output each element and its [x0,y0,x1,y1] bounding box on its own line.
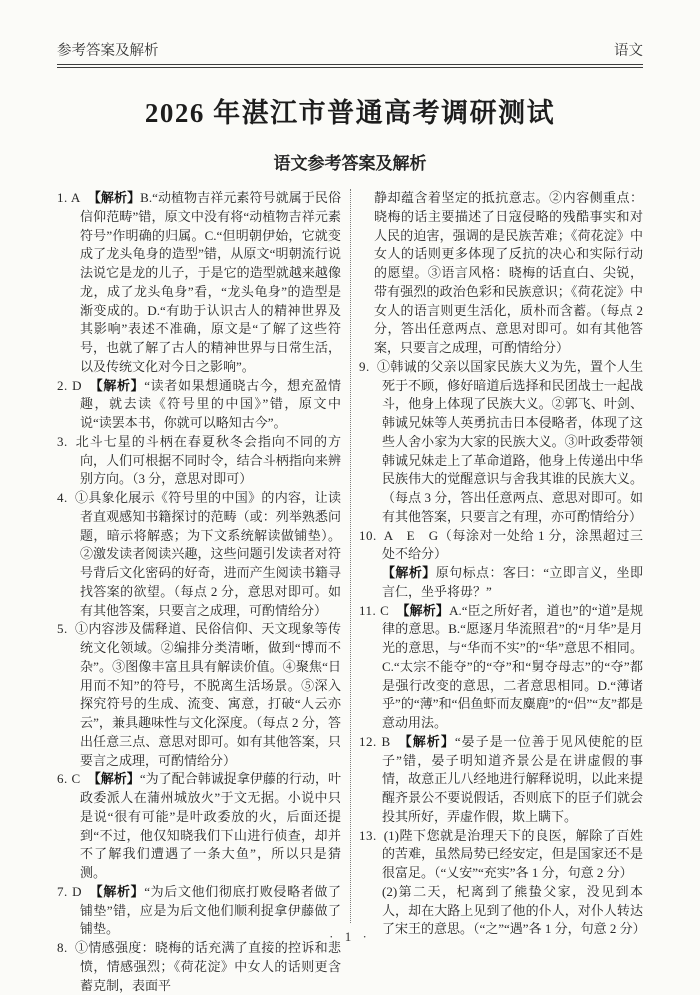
answer-item [57,189,341,377]
column-divider [350,189,351,923]
answer-paragraph: 10. A E G（每涂对一处给 1 分，涂黑超过三处不给分） [359,527,643,562]
answer-item [359,827,646,940]
analysis-label: 【解析】 [396,602,450,618]
answer-item [57,883,341,939]
analysis-label: 【解析】 [89,377,145,393]
question-number: 11. C [359,602,397,618]
question-number: 8. [57,940,75,955]
question-number: 3. [57,433,75,449]
analysis-label: 【解析】 [89,883,145,899]
analysis-label: 【解析】 [382,565,436,580]
answer-paragraph: 3. 北斗七星的斗柄在春夏秋冬会指向不同的方向，人们可根据不同时令，结合斗柄指向来辨别方向。（3 分，意思对即可） [57,433,341,487]
answer-item-continuation [359,189,643,358]
answer-item [57,433,341,489]
page-header [57,40,643,60]
answer-item [57,770,341,883]
question-number: 6. C [57,771,88,787]
answer-paragraph: 6. C 【解析】“为了配合韩诚捉拿伊藤的行动，叶政委派人在蒲州城放火”于文无据。小说中只是说“很有可能”是叶政委放的火，后面还提到“不过，他仅知晓我们下山进行侦查，却并不了解我们遭遇了一条大鱼”，所以只是猜测。 [57,771,341,880]
answer-item [359,358,643,527]
question-number: 7. D [57,883,90,899]
answer-item [359,527,643,602]
header-left-text: 参考答案及解析 [57,43,159,59]
question-number: 4. [57,490,75,505]
answer-item [57,489,341,620]
document-title: 2026 年湛江市普通高考调研测试 [144,98,556,128]
analysis-label: 【解析】 [397,733,455,749]
question-number: 1. A [57,190,88,205]
answer-paragraph: 9. ①韩诚的父亲以国家民族大义为先，置个人生死于不顾，修好暗道后选择和民团战士一起战斗，他身上体现了民族大义。②郭飞、叶剑、韩诚兄妹等人英勇抗击日本侵略者，体现了这些人舍小家为大家的民族大义。③叶政委带领韩诚兄妹走上了革命道路，他身上传递出中华民族伟大的觉醒意识与舍我其谁的民族大义。（每点 3 分，答出任意两点、意思对即可。如有其他答案，只要言之有理，亦可酌情给分） [359,358,643,524]
question-number: 12. B [359,733,398,749]
question-number: 2. D [57,377,90,393]
document-subtitle: 语文参考答案及解析 [273,154,427,173]
answer-paragraph: 11. C 【解析】A.“臣之所好者，道也”的“道”是规律的意思。B.“愿逐月华流照君”的“月华”是月光的意思，与“华而不实”的“华”意思不相同。C.“太宗不能夺”的“夺”和“舅夺母志”的“夺”都是强行改变的意思，二者意思相同。D.“薄诸乎”的“薄”和“侣鱼虾而友麋鹿”的“侣”“友”都是意动用法。 [359,602,643,730]
answer-paragraph: 7. D 【解析】“为后文他们彻底打败侵略者做了铺垫”错，应是为后文他们顺利捉拿伊藤做了铺垫。 [57,883,341,937]
answer-paragraph: 8. ①情感强度：晓梅的话充满了直接的控诉和悲愤，情感强烈；《荷花淀》中女人的话则更含蓄克制，表面平 [57,940,341,993]
answer-item [359,733,643,827]
answer-paragraph: 静却蕴含着坚定的抵抗意志。②内容侧重点：晓梅的话主要描述了日寇侵略的残酷事实和对人民的迫害，强调的是民族苦难；《荷花淀》中女人的话则更多体现了反抗的决心和实际行动的愿望。③语言风格：晓梅的话直白、尖锐，带有强烈的政治色彩和民族意识；《荷花淀》中女人的语言则更生活化，质朴而含蓄。（每点 2 分，答出任意两点、意思对即可。如有其他答案，只要言之成理，可酌情给分） [374,190,643,355]
left-column [57,189,341,993]
header-right-text: 语文 [614,43,643,59]
question-number: 5. [57,621,75,637]
answer-paragraph: 12. B 【解析】“晏子是一位善于见风使舵的臣子”错，晏子明知道齐景公是在讲虚假的事情，故意正儿八经地进行解释说明，以此来提醒齐景公不要说假话，否则底下的臣子们就会投其所好，弄虚作假，欺上瞒下。 [359,733,643,824]
answer-item [57,939,341,995]
answers-body [57,189,646,993]
question-number: 13. [359,827,384,843]
answer-paragraph: 4. ①具象化展示《符号里的中国》的内容，让读者直观感知书籍探讨的范畴（或：列举熟悉问题，暗示将解惑；为下文系统解读做铺垫）。②激发读者阅读兴趣，这些问题引发读者对符号背后文化密码的好奇，进而产生阅读书籍寻找答案的欲望。（每点 2 分，意思对即可。如有其他答案，只要言之成理，可酌情给分） [57,490,341,618]
page-number: · 1 · [329,929,371,944]
answer-item [57,620,341,770]
header-double-rule [57,64,643,68]
question-number: 10. [359,527,384,543]
analysis-label: 【解析】 [87,771,140,787]
answer-paragraph: 5. ①内容涉及儒释道、民俗信仰、天文现象等传统文化领域。②编排分类清晰，做到“博而不杂”。③图像丰富且具有解读价值。④聚焦“日用而不知”的符号，不脱离生活场景。⑤深入探究符号的生成、流变、寓意，打破“人云亦云”，兼具趣味性与文化深度。（每点 2 分，答出任意三点、意思对即可。如有其他答案，只要言之成理，可酌情给分） [57,621,341,768]
answer-paragraph: 【解析】原句标点：客曰：“立即言义，坐即言仁，坐乎将毋？” [382,565,643,599]
answer-item [57,377,341,433]
question-number: 9. [359,358,377,374]
answer-paragraph: 2. D 【解析】“读者如果想通晓古今，想充盈情趣，就去读《符号里的中国》”错，原文中说“读罢本书，你就可以略知古今”。 [57,377,341,430]
answer-paragraph: (2)第二天，杞离到了熊蛰父家，没见到本人，却在大路上见到了他的仆人，对仆人转达了宋王的意思。（“之”“遇”各 1 分，句意 2 分） [382,883,646,937]
right-column [359,189,646,937]
analysis-label: 【解析】 [87,190,141,205]
answer-paragraph: 1. A 【解析】B.“动植物吉祥元素符号就属于民俗信仰范畴”错，原文中没有将“动植物吉祥元素符号”作明确的归属。C.“但明朝伊始，它就变成了龙头龟身的造型”错，从原文“明朝流行说法说它是龙的儿子，于是它的造型就越来越像龙，成了龙头龟身”看，“龙头龟身”的造型是渐变成的。D.“有助于认识古人的精神世界及其影响”表述不准确，原文是“了解了这些符号，也就了解了古人的精神世界与日常生活，以及传统文化对今日之影响”。 [57,190,341,374]
answer-item [359,602,643,733]
answer-paragraph: 13. (1)陛下您就是治理天下的良医，解除了百姓的苦难，虽然局势已经安定，但是国家还不是很富足。（“乂安”“充实”各 1 分，句意 2 分） [359,827,643,880]
